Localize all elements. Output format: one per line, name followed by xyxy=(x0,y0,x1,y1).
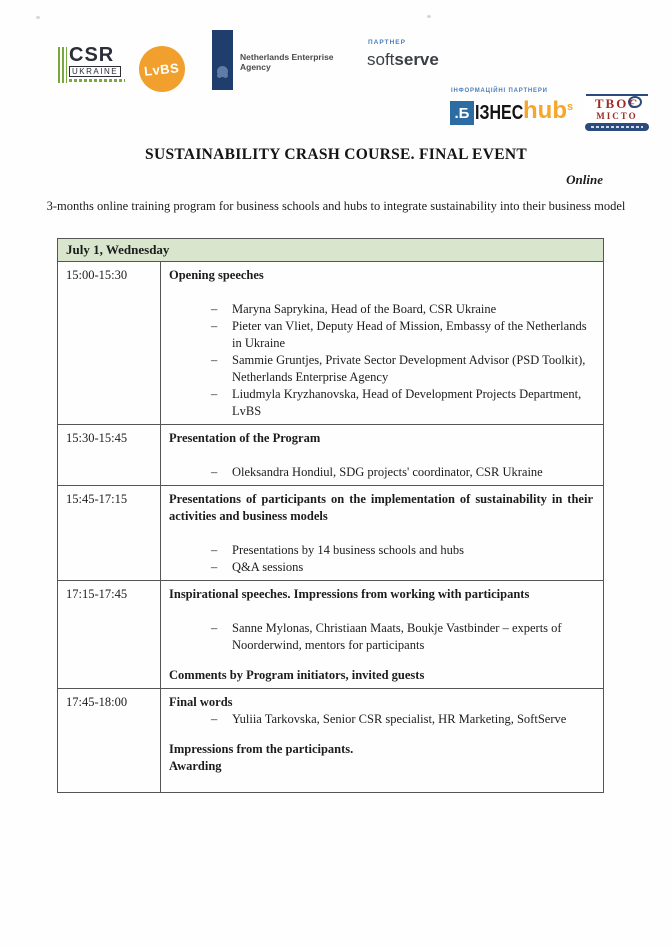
content-cell xyxy=(161,581,603,688)
list-item: – Oleksandra Hondiul, SDG projects' coordinator, CSR Ukraine xyxy=(211,464,593,481)
table-row xyxy=(58,425,603,486)
softserve-logo xyxy=(367,50,439,70)
biznes-logo-box: .Б xyxy=(450,101,474,125)
partner-label: ПАРТНЕР xyxy=(368,39,406,46)
time-cell: 17:15-17:45 xyxy=(58,581,161,688)
content-cell xyxy=(161,425,603,485)
tvoe-misto-band xyxy=(585,123,649,131)
speaker-list xyxy=(211,464,593,481)
speaker-list xyxy=(211,301,593,420)
session-heading: Opening speeches xyxy=(169,268,264,282)
session-footer-line: Awarding xyxy=(169,759,222,773)
day-header: July 1, Wednesday xyxy=(58,239,603,262)
session-heading: Presentation of the Program xyxy=(169,431,321,445)
hubs-logo xyxy=(523,97,573,125)
page-title: SUSTAINABILITY CRASH COURSE. FINAL EVENT xyxy=(145,146,527,163)
session-footer-line: Impressions from the participants. xyxy=(169,742,354,756)
content-cell xyxy=(161,689,603,792)
online-label: Online xyxy=(566,172,603,187)
csr-logo-tagline xyxy=(69,79,125,82)
session-footer xyxy=(169,667,593,684)
list-item: – Sanne Mylonas, Christiaan Maats, Boukje Vastbinder – experts of Noorderwind, mentors for participants xyxy=(211,620,593,654)
softserve-part1: soft xyxy=(367,50,395,69)
tvoe-misto-logo xyxy=(584,94,650,134)
softserve-part2: serve xyxy=(394,50,439,69)
session-heading: Final words xyxy=(169,695,233,709)
session-heading: Inspirational speeches. Impressions from working with participants xyxy=(169,587,530,601)
lvbs-logo-label: LvBS xyxy=(143,59,181,79)
speaker-list xyxy=(211,542,593,576)
list-item: – Yuliia Tarkovska, Senior CSR specialist, HR Marketing, SoftServe xyxy=(211,711,593,728)
session-footer-line: Comments by Program initiators, invited guests xyxy=(169,668,425,682)
tvoe-misto-line1: ТВОЄ xyxy=(594,96,640,111)
time-cell: 15:45-17:15 xyxy=(58,486,161,580)
list-item: – Sammie Gruntjes, Private Sector Development Advisor (PSD Toolkit), Netherlands Enterprise Agency xyxy=(211,352,593,386)
csr-logo-acronym: CSR xyxy=(69,44,115,66)
speaker-list xyxy=(211,620,593,654)
list-item: – Q&A sessions xyxy=(211,559,593,576)
netherlands-coat-of-arms-icon xyxy=(217,66,228,77)
table-row xyxy=(58,262,603,425)
hubs-logo-word: hub xyxy=(523,97,567,124)
table-row xyxy=(58,689,603,792)
logo-band xyxy=(0,0,672,140)
info-partners-label: ІНФОРМАЦІЙНІ ПАРТНЕРИ xyxy=(451,88,548,94)
biznes-logo-rest: ІЗНЕС xyxy=(475,101,524,124)
time-cell: 15:30-15:45 xyxy=(58,425,161,485)
time-cell: 17:45-18:00 xyxy=(58,689,161,792)
agenda-table xyxy=(57,238,604,793)
list-item: – Maryna Saprykina, Head of the Board, CSR Ukraine xyxy=(211,301,593,318)
table-row xyxy=(58,581,603,689)
session-heading: Presentations of participants on the implementation of sustainability in their activities and business models xyxy=(169,492,593,523)
netherlands-enterprise-agency-label: Netherlands Enterprise Agency xyxy=(240,52,334,72)
speaker-list xyxy=(211,711,593,728)
list-item: – Presentations by 14 business schools and hubs xyxy=(211,542,593,559)
intro-paragraph: 3-months online training program for business schools and hubs to integrate sustainability into their business model xyxy=(46,199,626,213)
tvoe-misto-line2: МІСТО xyxy=(596,111,638,121)
lvbs-logo xyxy=(139,46,185,92)
csr-logo-country: UKRAINE xyxy=(69,66,121,77)
list-item: – Liudmyla Kryzhanovska, Head of Development Projects Department, LvBS xyxy=(211,386,593,420)
content-cell xyxy=(161,486,603,580)
tvoe-misto-circle-icon xyxy=(628,96,642,108)
csr-bars-icon xyxy=(58,47,67,83)
list-item: – Pieter van Vliet, Deputy Head of Mission, Embassy of the Netherlands in Ukraine xyxy=(211,318,593,352)
session-footer xyxy=(169,741,593,775)
csr-ukraine-logo xyxy=(58,45,128,91)
netherlands-flag-icon xyxy=(212,30,233,90)
content-cell xyxy=(161,262,603,424)
tvoe-misto-band-text xyxy=(591,126,643,128)
table-row xyxy=(58,486,603,581)
time-cell: 15:00-15:30 xyxy=(58,262,161,424)
hubs-logo-sup: s xyxy=(566,101,574,113)
